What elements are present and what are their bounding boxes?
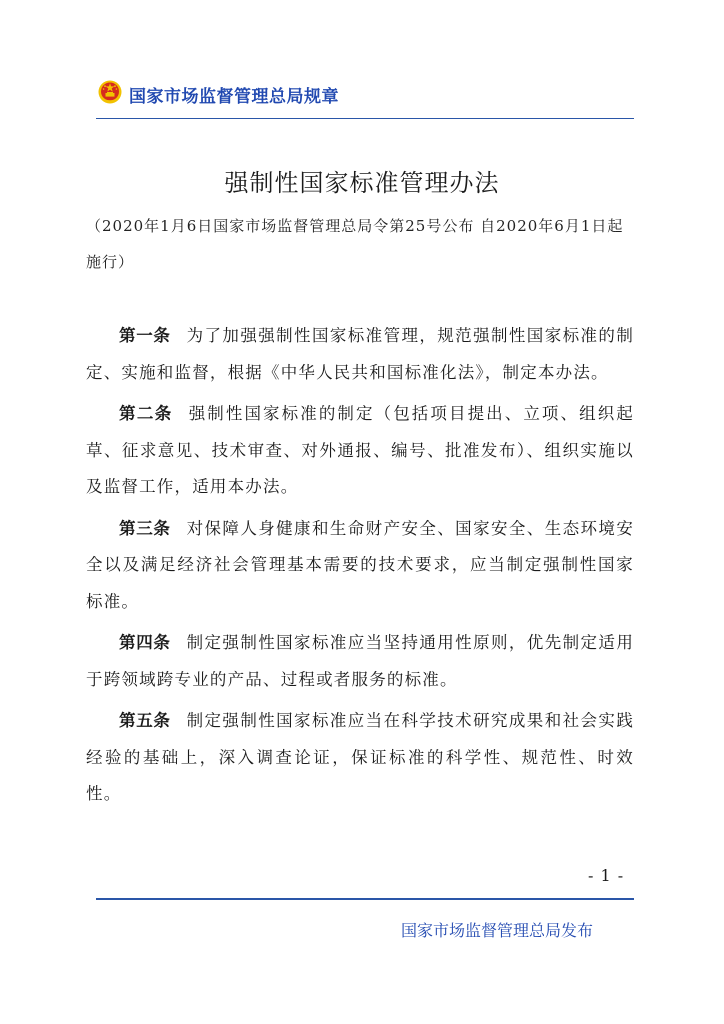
article-label: 第二条 bbox=[119, 404, 173, 423]
article-4 bbox=[86, 625, 634, 698]
article-text: 强制性国家标准的制定（包括项目提出、立项、组织起草、征求意见、技术审查、对外通报、编号、批准发布）、组织实施以及监督工作，适用本办法。 bbox=[86, 404, 634, 496]
article-text: 为了加强强制性国家标准管理，规范强制性国家标准的制定、实施和监督，根据《中华人民共和国标准化法》，制定本办法。 bbox=[86, 326, 635, 382]
article-label: 第五条 bbox=[119, 711, 171, 730]
document-title: 强制性国家标准管理办法 bbox=[224, 169, 500, 197]
article-text: 对保障人身健康和生命财产安全、国家安全、生态环境安全以及满足经济社会管理基本需要的技术要求，应当制定强制性国家标准。 bbox=[86, 518, 635, 611]
header-divider bbox=[96, 118, 634, 119]
header-title: 国家市场监督管理总局规章 bbox=[129, 87, 339, 107]
article-text: 制定强制性国家标准应当坚持通用性原则，优先制定适用于跨领域跨专业的产品、过程或者服务的标准。 bbox=[86, 633, 635, 689]
page-number: - 1 - bbox=[588, 866, 625, 885]
national-emblem-icon bbox=[98, 80, 122, 104]
article-5 bbox=[86, 703, 634, 813]
article-3 bbox=[86, 511, 634, 621]
footer-divider bbox=[96, 898, 634, 900]
article-label: 第一条 bbox=[119, 326, 171, 345]
page-header bbox=[96, 76, 634, 120]
article-label: 第三条 bbox=[119, 518, 171, 538]
articles-body bbox=[86, 318, 634, 818]
footer-publisher: 国家市场监督管理总局发布 bbox=[401, 921, 594, 940]
promulgation-note: （2020年1月6日国家市场监督管理总局令第25号公布 自2020年6月1日起施行） bbox=[86, 217, 624, 271]
article-text: 制定强制性国家标准应当在科学技术研究成果和社会实践经验的基础上，深入调查论证，保证标准的科学性、规范性、时效性。 bbox=[86, 711, 635, 803]
article-2 bbox=[86, 396, 634, 506]
article-label: 第四条 bbox=[119, 633, 171, 652]
article-1 bbox=[86, 318, 634, 391]
